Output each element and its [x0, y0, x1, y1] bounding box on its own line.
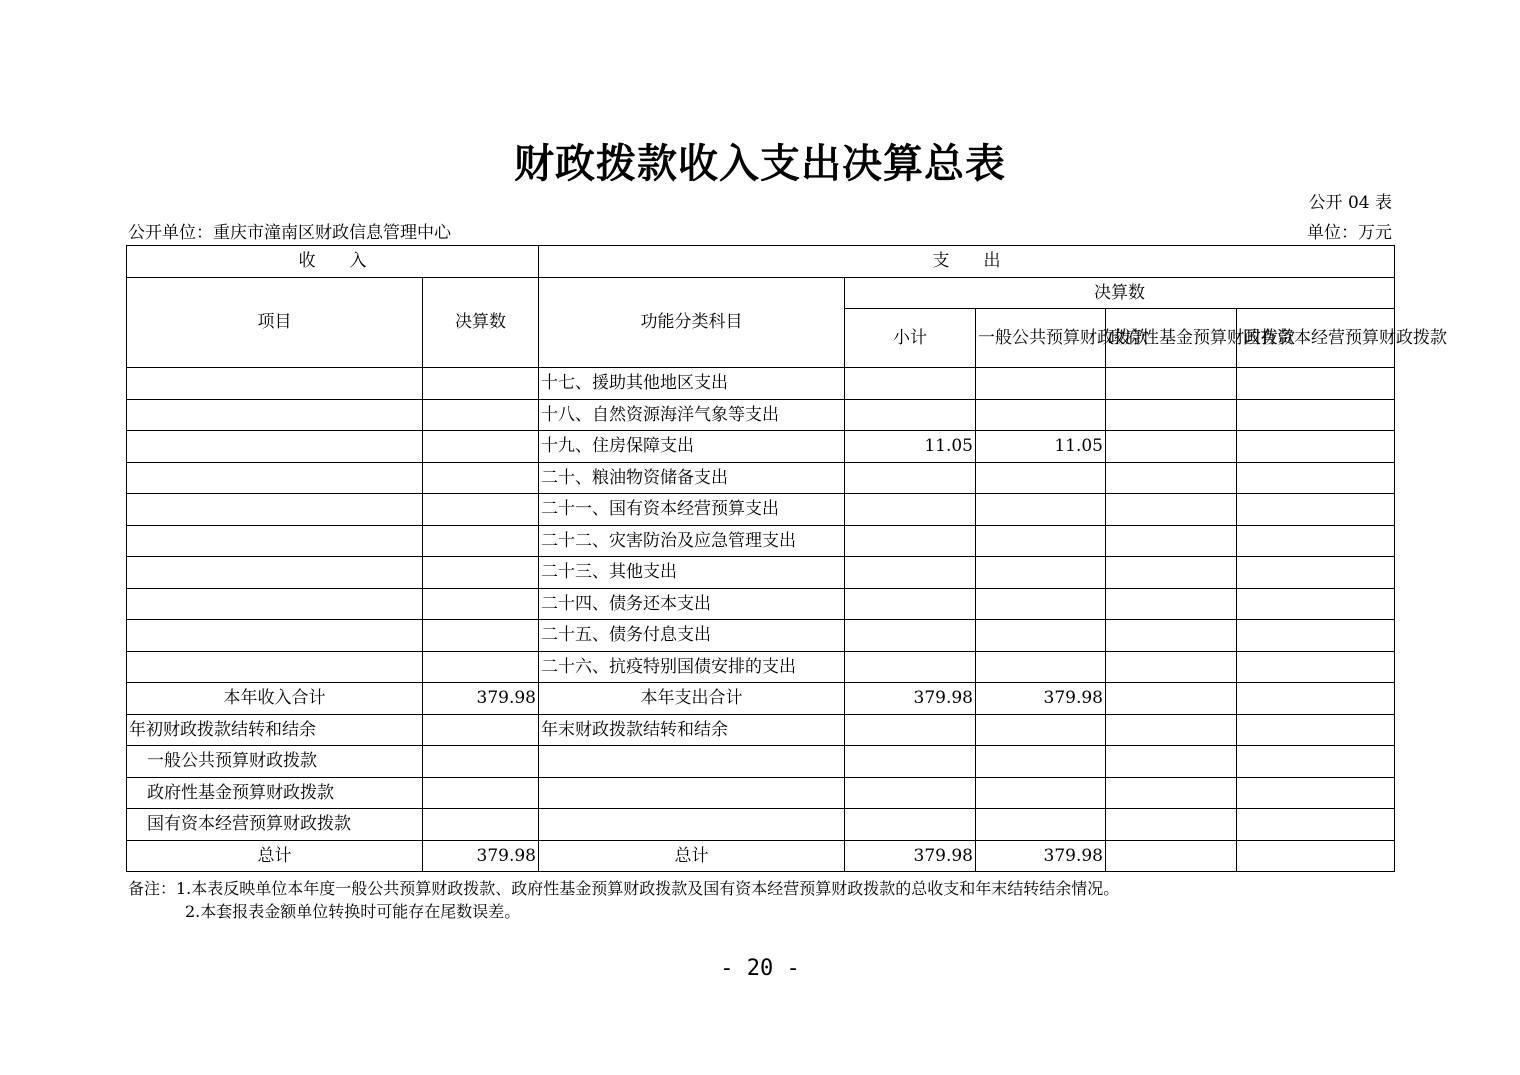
budget-table: [126, 245, 1447, 872]
table-row: [127, 588, 1395, 620]
subtotal-cell: [845, 651, 976, 683]
gov-fund-cell: [1106, 431, 1237, 463]
income-amount-cell: [423, 588, 539, 620]
income-item-cell: [127, 494, 423, 526]
function-item-cell: 年末财政拨款结转和结余: [539, 714, 845, 746]
general-budget-cell: [976, 462, 1106, 494]
subtotal-cell: [845, 588, 976, 620]
income-item-cell: [127, 525, 423, 557]
reporting-unit: 公开单位：重庆市潼南区财政信息管理中心: [128, 223, 451, 243]
income-item-cell: [127, 651, 423, 683]
income-item-cell: [127, 588, 423, 620]
state-capital-cell: [1237, 494, 1395, 526]
income-item-cell: [127, 462, 423, 494]
gov-fund-cell: [1106, 840, 1237, 872]
header-func: 功能分类科目: [539, 277, 845, 368]
general-budget-cell: [976, 399, 1106, 431]
function-item-cell: 二十四、债务还本支出: [539, 588, 845, 620]
value-cell: [1106, 714, 1237, 746]
state-capital-cell: [1237, 368, 1395, 400]
income-amount-cell: [423, 431, 539, 463]
gov-fund-cell: [1106, 494, 1237, 526]
grand-total-row: [127, 840, 1395, 872]
gov-fund-cell: [1106, 651, 1237, 683]
income-amount-cell: [423, 714, 539, 746]
general-budget-cell: [976, 651, 1106, 683]
function-item-cell: 十八、自然资源海洋气象等支出: [539, 399, 845, 431]
value-cell: [976, 746, 1106, 778]
function-item-cell: 二十六、抗疫特别国债安排的支出: [539, 651, 845, 683]
subtotal-cell: [845, 525, 976, 557]
general-budget-cell: [976, 368, 1106, 400]
function-item-cell: 二十五、债务付息支出: [539, 620, 845, 652]
gov-fund-cell: [1106, 399, 1237, 431]
general-budget-cell: [976, 588, 1106, 620]
income-item-cell: 政府性基金预算财政拨款: [127, 777, 423, 809]
subtotal-cell: [845, 399, 976, 431]
table-row: [127, 462, 1395, 494]
state-capital-cell: [1237, 651, 1395, 683]
function-item-cell: 二十二、灾害防治及应急管理支出: [539, 525, 845, 557]
value-cell: [1237, 714, 1395, 746]
value-cell: [1106, 777, 1237, 809]
income-amount-cell: [423, 557, 539, 589]
carry-sub-row: [127, 777, 1395, 809]
header-row-1: [127, 246, 1395, 278]
page-title: 财政拨款收入支出决算总表: [514, 140, 1006, 187]
income-item-cell: [127, 368, 423, 400]
value-cell: [539, 809, 845, 841]
function-item-cell: 二十、粮油物资储备支出: [539, 462, 845, 494]
header-gov-fund: 政府性基金预算财政拨款: [1106, 309, 1237, 368]
header-item: 项目: [127, 277, 423, 368]
value-cell: [423, 809, 539, 841]
value-cell: [1106, 746, 1237, 778]
header-row-2: [127, 277, 1395, 309]
carry-sub-row: [127, 746, 1395, 778]
income-amount-cell: 379.98: [423, 840, 539, 872]
state-capital-cell: [1237, 683, 1395, 715]
income-item-cell: [127, 620, 423, 652]
income-item-cell: 国有资本经营预算财政拨款: [127, 809, 423, 841]
header-subtotal: 小计: [845, 309, 976, 368]
value-cell: [845, 777, 976, 809]
general-budget-cell: [976, 525, 1106, 557]
form-number: 公开 04 表: [1308, 193, 1392, 213]
gov-fund-cell: [1106, 588, 1237, 620]
income-amount-cell: [423, 368, 539, 400]
table-row: [127, 399, 1395, 431]
income-amount-cell: [423, 399, 539, 431]
value-cell: [423, 777, 539, 809]
value-cell: [539, 777, 845, 809]
header-income: 收 入: [127, 246, 539, 278]
subtotal-cell: [845, 557, 976, 589]
header-expense: 支 出: [539, 246, 1395, 278]
table-row: [127, 368, 1395, 400]
value-cell: [976, 777, 1106, 809]
table-row: [127, 431, 1395, 463]
value-cell: [1106, 809, 1237, 841]
general-budget-cell: [976, 557, 1106, 589]
header-budget: 决算数: [845, 277, 1395, 309]
gov-fund-cell: [1106, 462, 1237, 494]
value-cell: [1237, 746, 1395, 778]
income-item-cell: [127, 431, 423, 463]
state-capital-cell: [1237, 431, 1395, 463]
value-cell: [845, 714, 976, 746]
state-capital-cell: [1237, 840, 1395, 872]
general-budget-cell: 379.98: [976, 683, 1106, 715]
state-capital-cell: [1237, 462, 1395, 494]
subtotal-cell: [845, 620, 976, 652]
general-budget-cell: 379.98: [976, 840, 1106, 872]
function-item-cell: 本年支出合计: [539, 683, 845, 715]
value-cell: [845, 746, 976, 778]
subtotal-cell: [845, 494, 976, 526]
subtotal-cell: 379.98: [845, 683, 976, 715]
income-item-cell: [127, 557, 423, 589]
value-cell: [845, 809, 976, 841]
income-amount-cell: [423, 525, 539, 557]
value-cell: [976, 809, 1106, 841]
function-item-cell: 二十三、其他支出: [539, 557, 845, 589]
header-amount: 决算数: [423, 277, 539, 368]
year-total-row: [127, 683, 1395, 715]
carry-sub-row: [127, 809, 1395, 841]
table-row: [127, 494, 1395, 526]
income-item-cell: 本年收入合计: [127, 683, 423, 715]
general-budget-cell: [976, 494, 1106, 526]
value-cell: [539, 746, 845, 778]
carry-row: [127, 714, 1395, 746]
value-cell: [1237, 777, 1395, 809]
gov-fund-cell: [1106, 620, 1237, 652]
income-amount-cell: [423, 651, 539, 683]
income-amount-cell: [423, 462, 539, 494]
function-item-cell: 二十一、国有资本经营预算支出: [539, 494, 845, 526]
currency-unit: 单位：万元: [1307, 223, 1392, 243]
gov-fund-cell: [1106, 557, 1237, 589]
income-amount-cell: [423, 620, 539, 652]
note-1: 备注：1.本表反映单位本年度一般公共预算财政拨款、政府性基金预算财政拨款及国有资本经营预算财政拨款的总收支和年末结转结余情况。: [128, 879, 1120, 898]
state-capital-cell: [1237, 588, 1395, 620]
subtotal-cell: [845, 368, 976, 400]
table-row: [127, 651, 1395, 683]
unit-row: [128, 218, 1392, 243]
note-2: 2.本套报表金额单位转换时可能存在尾数误差。: [185, 902, 521, 921]
notes: [128, 877, 1119, 923]
table-row: [127, 525, 1395, 557]
page-number: - 20 -: [720, 956, 800, 981]
value-cell: [1237, 809, 1395, 841]
state-capital-cell: [1237, 525, 1395, 557]
income-item-cell: [127, 399, 423, 431]
subtotal-cell: [845, 462, 976, 494]
function-item-cell: 总计: [539, 840, 845, 872]
function-item-cell: 十七、援助其他地区支出: [539, 368, 845, 400]
state-capital-cell: [1237, 557, 1395, 589]
general-budget-cell: 11.05: [976, 431, 1106, 463]
income-item-cell: 一般公共预算财政拨款: [127, 746, 423, 778]
general-budget-cell: [976, 620, 1106, 652]
header-general: 一般公共预算财政拨款: [976, 309, 1106, 368]
state-capital-cell: [1237, 399, 1395, 431]
value-cell: [976, 714, 1106, 746]
income-amount-cell: 379.98: [423, 683, 539, 715]
table-row: [127, 620, 1395, 652]
gov-fund-cell: [1106, 525, 1237, 557]
state-capital-cell: [1237, 620, 1395, 652]
value-cell: [423, 746, 539, 778]
income-item-cell: 年初财政拨款结转和结余: [127, 714, 423, 746]
income-item-cell: 总计: [127, 840, 423, 872]
subtotal-cell: 11.05: [845, 431, 976, 463]
table-row: [127, 557, 1395, 589]
function-item-cell: 十九、住房保障支出: [539, 431, 845, 463]
header-state-capital: 国有资本经营预算财政拨款: [1237, 309, 1395, 368]
income-amount-cell: [423, 494, 539, 526]
gov-fund-cell: [1106, 683, 1237, 715]
subtotal-cell: 379.98: [845, 840, 976, 872]
gov-fund-cell: [1106, 368, 1237, 400]
